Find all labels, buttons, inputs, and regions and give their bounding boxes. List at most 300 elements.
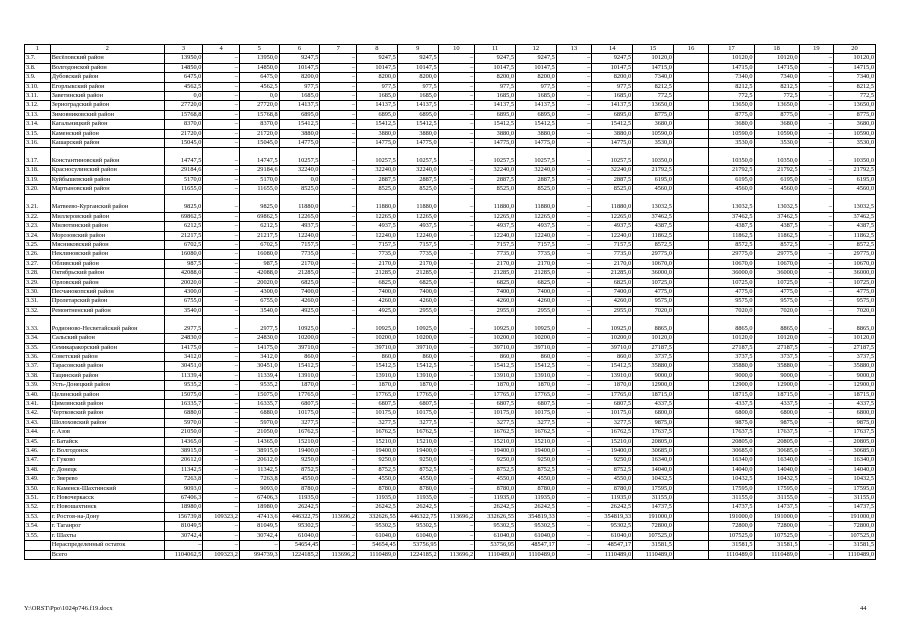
value-cell: 4562,5 [239, 82, 279, 91]
row-name-cell: Обливский район [50, 259, 164, 268]
value-cell: 54654,45 [356, 541, 397, 550]
value-cell: 8752,5 [279, 465, 320, 474]
row-number-cell: 3.15. [25, 129, 51, 138]
value-cell: – [203, 120, 240, 129]
value-cell: 9875,0 [709, 418, 754, 427]
row-number-cell: 3.30. [25, 287, 51, 296]
value-cell: – [799, 465, 833, 474]
value-cell: 15412,5 [592, 362, 633, 371]
value-cell: – [320, 269, 357, 278]
value-cell: – [438, 250, 475, 259]
value-cell: 11935,0 [592, 494, 633, 503]
value-cell: – [799, 494, 833, 503]
value-cell: 8525,0 [592, 185, 633, 194]
value-cell: 14137,5 [397, 101, 438, 110]
value-cell: 21792,5 [633, 166, 674, 175]
table-row [25, 250, 876, 259]
row-name-cell: г. Азов [50, 428, 164, 437]
value-cell: 6895,0 [279, 110, 320, 119]
value-cell: 6755,0 [239, 297, 279, 306]
value-cell: 8752,5 [592, 465, 633, 474]
value-cell: 21285,0 [356, 269, 397, 278]
value-cell: 61040,0 [279, 531, 320, 540]
value-cell: 27720,0 [239, 101, 279, 110]
row-number-cell: 3.50. [25, 484, 51, 493]
value-cell: 191000,0 [754, 512, 799, 521]
value-cell: 95302,5 [516, 522, 557, 531]
value-cell: 10120,0 [834, 334, 876, 343]
value-cell: 10120,0 [709, 334, 754, 343]
value-cell: – [799, 185, 833, 194]
value-cell: 4775,0 [709, 287, 754, 296]
value-cell [673, 316, 708, 334]
row-number-cell: 3.53. [25, 512, 51, 521]
value-cell: 14175,0 [164, 343, 203, 352]
value-cell: 4260,0 [279, 297, 320, 306]
value-cell: 21285,0 [592, 269, 633, 278]
value-cell: – [320, 381, 357, 390]
value-cell: 14737,5 [633, 503, 674, 512]
value-cell: 14137,5 [592, 101, 633, 110]
row-name-cell: Заветинский район [50, 92, 164, 101]
value-cell: 11935,0 [397, 494, 438, 503]
value-cell: – [799, 240, 833, 249]
value-cell: – [239, 541, 279, 550]
value-cell: 10200,0 [279, 334, 320, 343]
value-cell: 12240,0 [279, 231, 320, 240]
value-cell: – [438, 541, 475, 550]
row-number-cell: 3.41. [25, 400, 51, 409]
value-cell: – [556, 269, 591, 278]
value-cell: – [556, 54, 591, 63]
row-number-cell: 3.21. [25, 194, 51, 212]
value-cell: – [799, 437, 833, 446]
value-cell: – [556, 240, 591, 249]
row-number-cell: 3.23. [25, 222, 51, 231]
value-cell: 332626,55 [356, 512, 397, 521]
column-number: 20 [834, 45, 876, 54]
value-cell: – [799, 231, 833, 240]
value-cell: – [799, 352, 833, 361]
value-cell: 1110489,0 [633, 550, 674, 559]
value-cell: 20805,0 [709, 437, 754, 446]
value-cell: – [320, 175, 357, 184]
value-cell: 10257,5 [356, 148, 397, 166]
value-cell: 8865,0 [834, 316, 876, 334]
value-cell: – [320, 222, 357, 231]
value-cell: 15412,5 [356, 120, 397, 129]
value-cell: – [320, 259, 357, 268]
value-cell: 4260,0 [356, 297, 397, 306]
value-cell: 9250,0 [279, 456, 320, 465]
value-cell: 13910,0 [592, 371, 633, 380]
value-cell: – [556, 129, 591, 138]
value-cell: – [556, 456, 591, 465]
value-cell: 13950,0 [239, 54, 279, 63]
value-cell: – [799, 259, 833, 268]
value-cell: 26242,5 [279, 503, 320, 512]
value-cell [673, 231, 708, 240]
row-name-cell: Орловский район [50, 278, 164, 287]
value-cell: 977,5 [356, 82, 397, 91]
value-cell: 30451,0 [164, 362, 203, 371]
value-cell: – [438, 316, 475, 334]
value-cell: 15768,8 [164, 110, 203, 119]
value-cell: 5170,0 [164, 175, 203, 184]
value-cell: 61040,0 [475, 531, 516, 540]
value-cell: 6895,0 [356, 110, 397, 119]
value-cell: 10350,0 [834, 148, 876, 166]
value-cell: 7400,0 [592, 287, 633, 296]
value-cell: 30685,0 [834, 447, 876, 456]
value-cell: 109323,2 [203, 512, 240, 521]
value-cell: 1685,0 [279, 92, 320, 101]
value-cell: – [438, 185, 475, 194]
value-cell: – [799, 418, 833, 427]
value-cell: 772,5 [709, 92, 754, 101]
value-cell: – [203, 494, 240, 503]
value-cell: 3277,5 [397, 418, 438, 427]
row-number-cell: 3.20. [25, 185, 51, 194]
row-name-cell: г. Зверево [50, 475, 164, 484]
value-cell: – [438, 278, 475, 287]
value-cell: – [799, 362, 833, 371]
value-cell: – [438, 287, 475, 296]
value-cell: 29775,0 [633, 250, 674, 259]
value-cell: 3530,0 [834, 139, 876, 148]
value-cell: 8572,5 [754, 240, 799, 249]
value-cell: 2170,0 [279, 259, 320, 268]
value-cell: – [203, 54, 240, 63]
value-cell [673, 222, 708, 231]
value-cell: 860,0 [279, 352, 320, 361]
value-cell: 9247,5 [516, 54, 557, 63]
value-cell: 10200,0 [516, 334, 557, 343]
value-cell [673, 101, 708, 110]
value-cell: 15412,5 [397, 120, 438, 129]
value-cell: 4337,5 [834, 400, 876, 409]
budget-table [24, 44, 876, 560]
value-cell: – [438, 334, 475, 343]
row-number-cell: 3.51. [25, 494, 51, 503]
row-number-cell: 3.39. [25, 381, 51, 390]
value-cell: 37462,5 [834, 212, 876, 221]
value-cell: 31155,0 [754, 494, 799, 503]
value-cell: 6195,0 [633, 175, 674, 184]
value-cell: 10725,0 [834, 278, 876, 287]
value-cell: – [556, 212, 591, 221]
value-cell: – [203, 343, 240, 352]
value-cell: 10120,0 [633, 334, 674, 343]
value-cell: 29775,0 [754, 250, 799, 259]
value-cell: – [799, 278, 833, 287]
row-name-cell: Весёловский район [50, 54, 164, 63]
value-cell: – [556, 110, 591, 119]
row-number-cell: 3.54. [25, 522, 51, 531]
value-cell: 8780,0 [397, 484, 438, 493]
file-path: Y:\ORST\Ppo\1024p746.f19.docx [24, 605, 113, 612]
value-cell: 8865,0 [633, 316, 674, 334]
value-cell: 19400,0 [475, 447, 516, 456]
value-cell: – [320, 371, 357, 380]
value-cell: 9247,5 [592, 54, 633, 63]
table-row [25, 428, 876, 437]
value-cell: 8780,0 [279, 484, 320, 493]
value-cell: 10590,0 [754, 129, 799, 138]
value-cell: 42088,0 [239, 269, 279, 278]
value-cell: – [556, 371, 591, 380]
table-row [25, 139, 876, 148]
value-cell: 3737,5 [709, 352, 754, 361]
row-name-cell: Родионово-Несветайский район [50, 316, 164, 334]
value-cell: 16762,5 [592, 428, 633, 437]
value-cell: 11862,5 [754, 231, 799, 240]
value-cell: 12265,0 [516, 212, 557, 221]
value-cell: – [556, 166, 591, 175]
value-cell: 6195,0 [754, 175, 799, 184]
value-cell: 13910,0 [475, 371, 516, 380]
value-cell: 13032,5 [633, 194, 674, 212]
value-cell: 53756,95 [397, 541, 438, 550]
value-cell [673, 531, 708, 540]
value-cell: 17637,5 [633, 428, 674, 437]
value-cell: – [320, 101, 357, 110]
value-cell [673, 522, 708, 531]
column-number: 7 [320, 45, 357, 54]
table-row [25, 352, 876, 361]
value-cell: 107525,0 [633, 531, 674, 540]
value-cell: 6880,0 [164, 409, 203, 418]
value-cell: – [799, 522, 833, 531]
value-cell: – [320, 54, 357, 63]
value-cell: 15412,5 [516, 362, 557, 371]
value-cell: 12240,0 [516, 231, 557, 240]
value-cell: – [203, 475, 240, 484]
value-cell [673, 334, 708, 343]
value-cell: 6807,5 [516, 400, 557, 409]
value-cell: – [438, 362, 475, 371]
value-cell: 8752,5 [397, 465, 438, 474]
value-cell: – [203, 297, 240, 306]
value-cell: 13032,5 [754, 194, 799, 212]
value-cell [673, 259, 708, 268]
value-cell: 15075,0 [164, 390, 203, 399]
value-cell: – [799, 316, 833, 334]
value-cell: 15045,0 [164, 139, 203, 148]
value-cell: 10725,0 [633, 278, 674, 287]
value-cell: 2955,0 [592, 306, 633, 315]
value-cell: 2955,0 [516, 306, 557, 315]
value-cell: 12265,0 [475, 212, 516, 221]
value-cell: 10257,5 [592, 148, 633, 166]
value-cell: – [438, 306, 475, 315]
value-cell [673, 194, 708, 212]
value-cell: – [556, 475, 591, 484]
value-cell: 10350,0 [709, 148, 754, 166]
value-cell: – [556, 409, 591, 418]
value-cell: 987,5 [164, 259, 203, 268]
value-cell: 9825,0 [239, 194, 279, 212]
value-cell: 10925,0 [516, 316, 557, 334]
value-cell: 8780,0 [356, 484, 397, 493]
value-cell: – [320, 63, 357, 72]
row-number-cell: 3.17. [25, 148, 51, 166]
value-cell: 10670,0 [834, 259, 876, 268]
row-name-cell: Сальский район [50, 334, 164, 343]
value-cell: 2170,0 [397, 259, 438, 268]
value-cell: 109323,2 [203, 550, 240, 559]
table-row [25, 222, 876, 231]
value-cell: 20020,0 [239, 278, 279, 287]
value-cell: 21050,0 [164, 428, 203, 437]
value-cell: – [203, 503, 240, 512]
value-cell: 9250,0 [397, 456, 438, 465]
row-name-cell: Неклиновский район [50, 250, 164, 259]
row-number-cell: 3.27. [25, 259, 51, 268]
row-name-cell: Егорлыкский район [50, 82, 164, 91]
value-cell: 3880,0 [356, 129, 397, 138]
table-row [25, 381, 876, 390]
value-cell: – [320, 278, 357, 287]
value-cell [673, 92, 708, 101]
value-cell: 67406,3 [164, 494, 203, 503]
value-cell: 12900,0 [834, 381, 876, 390]
value-cell: – [320, 129, 357, 138]
value-cell: 21285,0 [279, 269, 320, 278]
value-cell: – [320, 166, 357, 175]
value-cell: – [438, 484, 475, 493]
row-number-cell [25, 550, 51, 559]
table-row [25, 409, 876, 418]
value-cell: 10147,5 [279, 63, 320, 72]
value-cell: 9000,0 [709, 371, 754, 380]
value-cell: 14747,5 [239, 148, 279, 166]
value-cell: 15045,0 [239, 139, 279, 148]
column-number-row [25, 45, 876, 54]
value-cell: 13032,5 [834, 194, 876, 212]
value-cell: 13910,0 [279, 371, 320, 380]
value-cell: 11880,0 [279, 194, 320, 212]
value-cell: 14747,5 [164, 148, 203, 166]
value-cell: 21792,5 [709, 166, 754, 175]
value-cell: – [799, 120, 833, 129]
row-number-cell: 3.46. [25, 447, 51, 456]
value-cell: 20805,0 [633, 437, 674, 446]
value-cell: 4550,0 [397, 475, 438, 484]
value-cell: 14137,5 [475, 101, 516, 110]
value-cell: 12240,0 [475, 231, 516, 240]
value-cell [673, 54, 708, 63]
value-cell [673, 465, 708, 474]
value-cell: 5970,0 [239, 418, 279, 427]
value-cell: 772,5 [633, 92, 674, 101]
value-cell: – [320, 352, 357, 361]
value-cell: – [203, 522, 240, 531]
value-cell: 15412,5 [279, 120, 320, 129]
value-cell: 11880,0 [516, 194, 557, 212]
value-cell: 11655,0 [239, 185, 279, 194]
value-cell: – [203, 148, 240, 166]
value-cell: 6807,5 [279, 400, 320, 409]
value-cell: 31581,5 [709, 541, 754, 550]
value-cell: 42088,0 [164, 269, 203, 278]
value-cell: – [438, 194, 475, 212]
value-cell: 15210,0 [279, 437, 320, 446]
value-cell: 27187,5 [709, 343, 754, 352]
value-cell: 10200,0 [592, 334, 633, 343]
value-cell: 3530,0 [633, 139, 674, 148]
value-cell: 13910,0 [356, 371, 397, 380]
value-cell: 10925,0 [475, 316, 516, 334]
value-cell: 860,0 [475, 352, 516, 361]
value-cell: – [556, 437, 591, 446]
value-cell: 6825,0 [279, 278, 320, 287]
value-cell: 10175,0 [279, 409, 320, 418]
row-name-cell: Советский район [50, 352, 164, 361]
value-cell: – [556, 494, 591, 503]
value-cell: 7735,0 [475, 250, 516, 259]
value-cell: – [438, 343, 475, 352]
value-cell: – [799, 212, 833, 221]
column-number: 14 [592, 45, 633, 54]
value-cell: 14137,5 [356, 101, 397, 110]
row-name-cell: г. Новошахтинск [50, 503, 164, 512]
row-name-cell: г. Шахты [50, 531, 164, 540]
value-cell: – [203, 269, 240, 278]
value-cell: 4550,0 [592, 475, 633, 484]
value-cell [673, 63, 708, 72]
value-cell: – [799, 428, 833, 437]
value-cell: 11880,0 [356, 194, 397, 212]
value-cell: 191000,0 [709, 512, 754, 521]
value-cell: 9535,2 [239, 381, 279, 390]
column-number: 13 [556, 45, 591, 54]
value-cell: 4300,0 [164, 287, 203, 296]
value-cell: 6825,0 [356, 278, 397, 287]
value-cell: – [438, 231, 475, 240]
value-cell: – [320, 343, 357, 352]
value-cell: 3680,0 [709, 120, 754, 129]
value-cell [673, 278, 708, 287]
value-cell: 21217,5 [164, 231, 203, 240]
row-number-cell: 3.35. [25, 343, 51, 352]
value-cell: 7340,0 [709, 73, 754, 82]
value-cell: 8212,5 [633, 82, 674, 91]
value-cell: 4937,5 [356, 222, 397, 231]
table-row [25, 259, 876, 268]
value-cell: 10147,5 [475, 63, 516, 72]
value-cell: – [799, 101, 833, 110]
value-cell: 15210,0 [516, 437, 557, 446]
value-cell: 10925,0 [356, 316, 397, 334]
value-cell: 8200,0 [475, 73, 516, 82]
value-cell: 21217,5 [239, 231, 279, 240]
value-cell: 17595,0 [709, 484, 754, 493]
row-name-cell: Целинский район [50, 390, 164, 399]
value-cell: – [320, 409, 357, 418]
value-cell: – [556, 73, 591, 82]
value-cell: – [203, 352, 240, 361]
value-cell: – [320, 212, 357, 221]
value-cell: 19400,0 [397, 447, 438, 456]
value-cell: 9575,0 [754, 297, 799, 306]
value-cell: – [320, 428, 357, 437]
value-cell: 9247,5 [279, 54, 320, 63]
value-cell: 14737,5 [754, 503, 799, 512]
value-cell: 9250,0 [356, 456, 397, 465]
value-cell: 10432,5 [754, 475, 799, 484]
value-cell: 10925,0 [397, 316, 438, 334]
